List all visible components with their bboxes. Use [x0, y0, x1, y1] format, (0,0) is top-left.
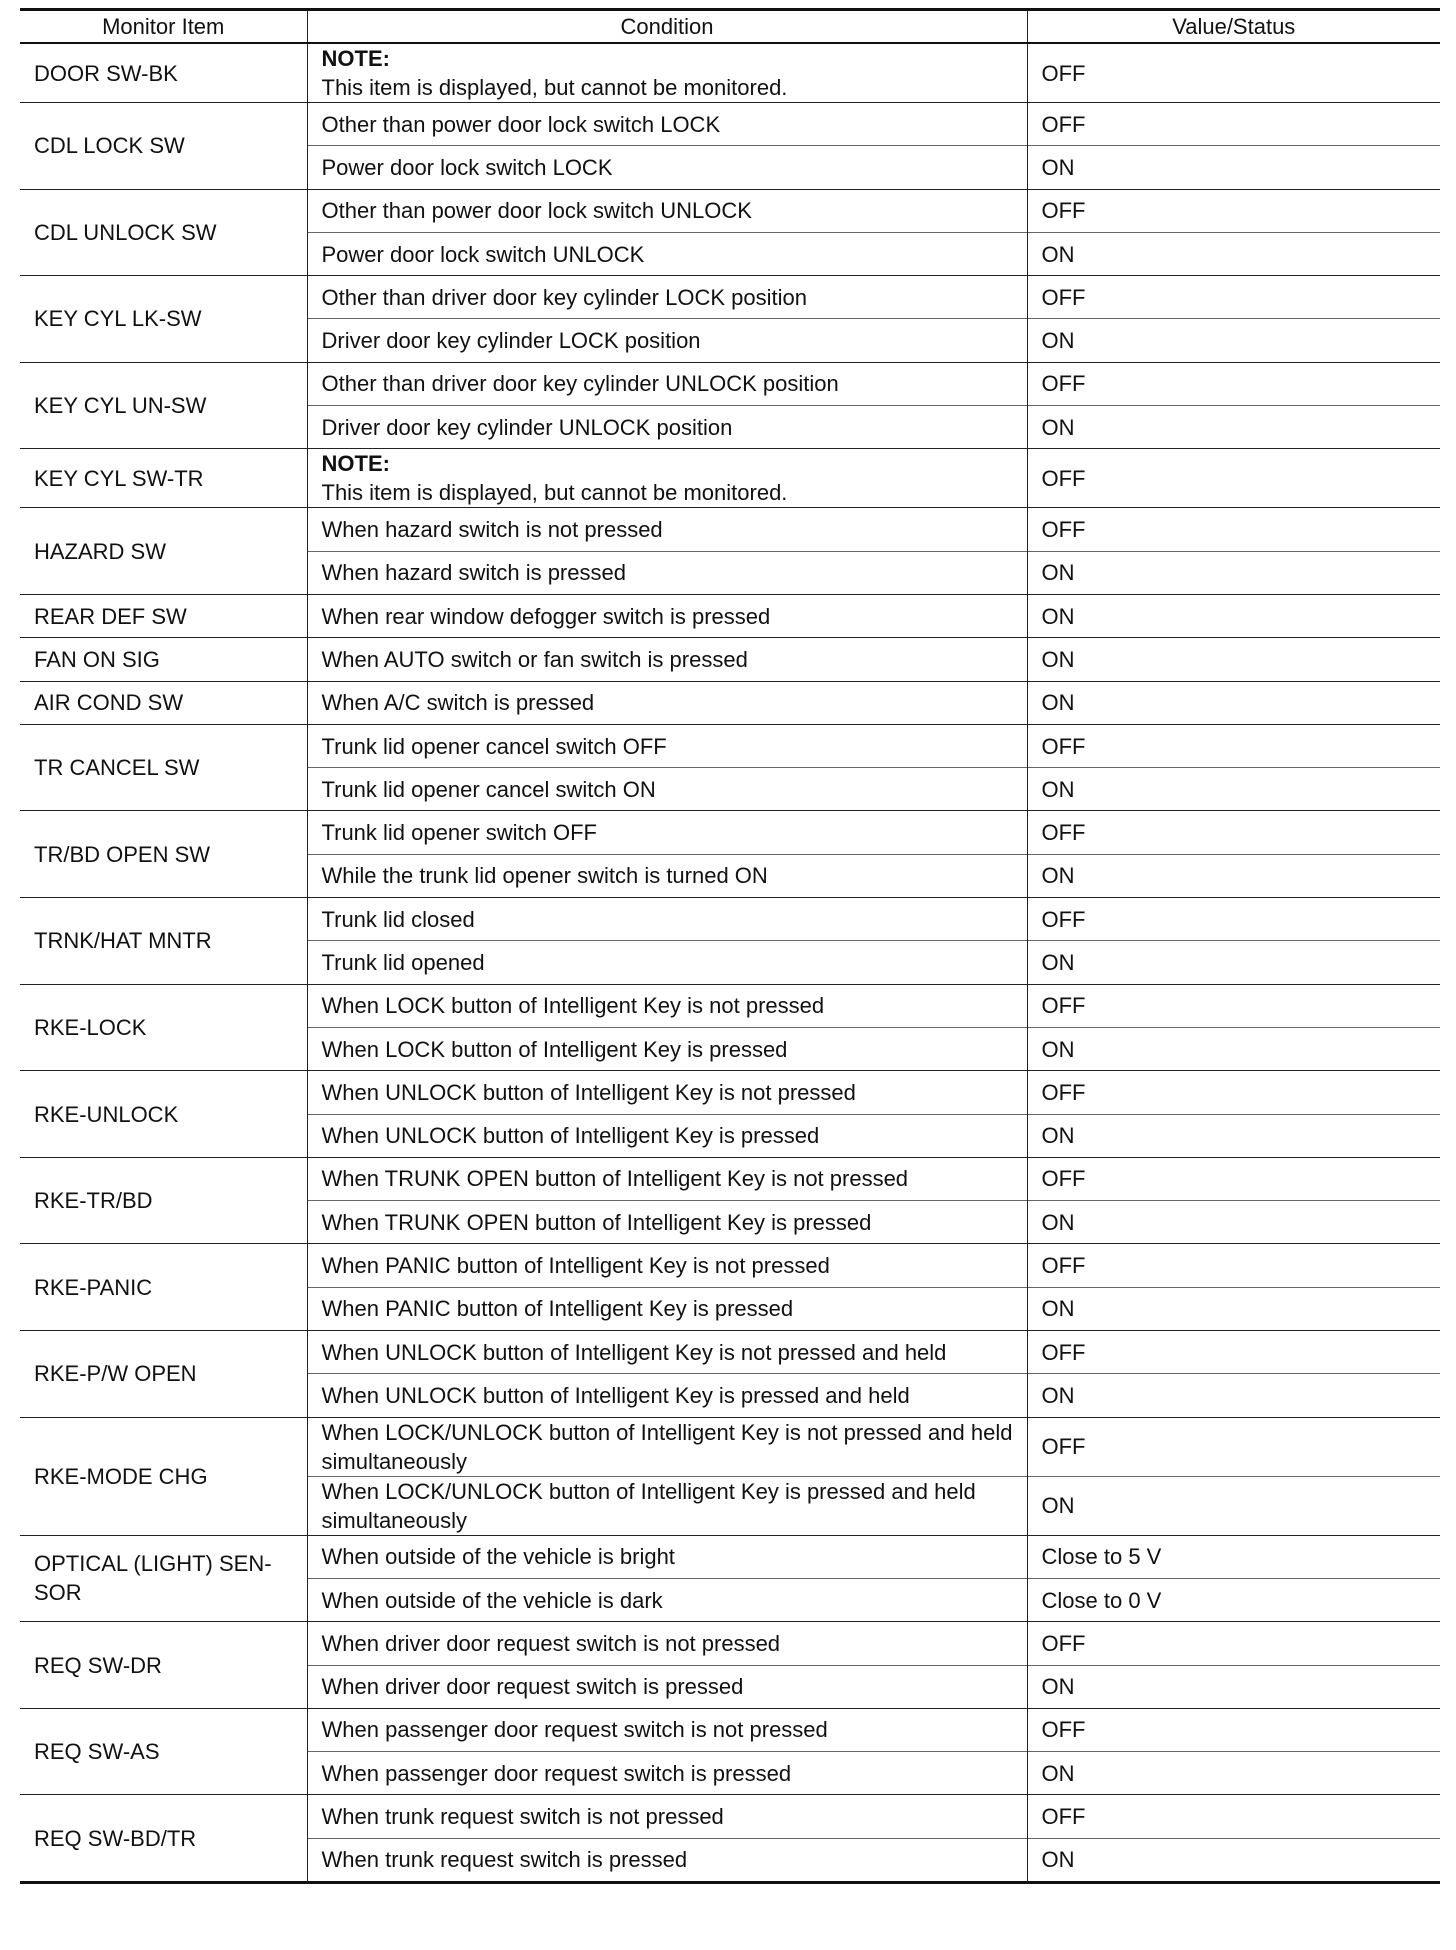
value-status-cell: OFF: [1027, 1622, 1440, 1665]
value-status-cell: OFF: [1027, 811, 1440, 854]
monitor-item-cell: DOOR SW-BK: [20, 43, 307, 103]
monitor-item-cell: RKE-MODE CHG: [20, 1417, 307, 1535]
condition-cell: When passenger door request switch is not pressed: [307, 1708, 1027, 1751]
value-status-cell: ON: [1027, 941, 1440, 984]
value-status-cell: OFF: [1027, 1795, 1440, 1838]
condition-cell: Other than power door lock switch UNLOCK: [307, 189, 1027, 232]
monitor-item-cell: TRNK/HAT MNTR: [20, 898, 307, 985]
condition-cell: When driver door request switch is pressed: [307, 1665, 1027, 1708]
condition-cell: [307, 43, 1027, 103]
condition-cell: Driver door key cylinder UNLOCK position: [307, 406, 1027, 449]
condition-cell: When hazard switch is pressed: [307, 551, 1027, 594]
value-status-cell: OFF: [1027, 1157, 1440, 1200]
value-status-cell: ON: [1027, 146, 1440, 189]
table-row: [20, 1071, 1440, 1114]
monitor-item-cell: HAZARD SW: [20, 508, 307, 595]
value-status-cell: OFF: [1027, 1071, 1440, 1114]
header-condition: Condition: [307, 10, 1027, 44]
monitor-item-cell: KEY CYL UN-SW: [20, 362, 307, 449]
table-row: [20, 189, 1440, 232]
value-status-cell: OFF: [1027, 508, 1440, 551]
page: [20, 8, 1440, 1884]
value-status-cell: ON: [1027, 232, 1440, 275]
condition-cell: When trunk request switch is pressed: [307, 1838, 1027, 1882]
condition-cell: When passenger door request switch is pressed: [307, 1752, 1027, 1795]
monitor-item-cell: REAR DEF SW: [20, 594, 307, 637]
table-row: [20, 1157, 1440, 1200]
value-status-cell: OFF: [1027, 724, 1440, 767]
condition-cell: When driver door request switch is not pressed: [307, 1622, 1027, 1665]
condition-cell: When PANIC button of Intelligent Key is not pressed: [307, 1244, 1027, 1287]
value-status-cell: ON: [1027, 1287, 1440, 1330]
value-status-cell: ON: [1027, 1476, 1440, 1535]
table-row: [20, 1244, 1440, 1287]
monitor-item-cell: TR CANCEL SW: [20, 724, 307, 811]
value-status-cell: ON: [1027, 594, 1440, 637]
monitor-item-cell: RKE-TR/BD: [20, 1157, 307, 1244]
condition-cell: Other than power door lock switch LOCK: [307, 103, 1027, 146]
condition-cell: When A/C switch is pressed: [307, 681, 1027, 724]
value-status-cell: OFF: [1027, 103, 1440, 146]
monitor-item-cell: OPTICAL (LIGHT) SEN-SOR: [20, 1535, 307, 1622]
value-status-cell: ON: [1027, 319, 1440, 362]
table-row: [20, 898, 1440, 941]
monitor-item-table: [20, 8, 1440, 1884]
value-status-cell: OFF: [1027, 189, 1440, 232]
condition-text: This item is displayed, but cannot be monitored.: [321, 480, 788, 506]
table-row: [20, 811, 1440, 854]
value-status-cell: ON: [1027, 1838, 1440, 1882]
condition-cell: When outside of the vehicle is bright: [307, 1535, 1027, 1578]
condition-cell: When UNLOCK button of Intelligent Key is not pressed and held: [307, 1331, 1027, 1374]
table-row: [20, 681, 1440, 724]
table-row: [20, 276, 1440, 319]
condition-cell: Driver door key cylinder LOCK position: [307, 319, 1027, 362]
condition-cell: Other than driver door key cylinder LOCK position: [307, 276, 1027, 319]
condition-cell: When LOCK/UNLOCK button of Intelligent Key is pressed and held simultaneously: [307, 1476, 1027, 1535]
table-row: [20, 594, 1440, 637]
value-status-cell: OFF: [1027, 43, 1440, 103]
table-header-row: [20, 10, 1440, 44]
condition-cell: When hazard switch is not pressed: [307, 508, 1027, 551]
table-row: [20, 1417, 1440, 1476]
table-row: [20, 724, 1440, 767]
table-row: [20, 638, 1440, 681]
monitor-item-cell: KEY CYL SW-TR: [20, 449, 307, 508]
condition-cell: Power door lock switch UNLOCK: [307, 232, 1027, 275]
table-row: [20, 1622, 1440, 1665]
condition-cell: When outside of the vehicle is dark: [307, 1578, 1027, 1621]
monitor-item-cell: REQ SW-BD/TR: [20, 1795, 307, 1883]
condition-cell: Trunk lid closed: [307, 898, 1027, 941]
table-body: [20, 43, 1440, 1882]
monitor-item-cell: AIR COND SW: [20, 681, 307, 724]
value-status-cell: OFF: [1027, 898, 1440, 941]
header-monitor-item: Monitor Item: [20, 10, 307, 44]
value-status-cell: ON: [1027, 1201, 1440, 1244]
table-row: [20, 984, 1440, 1027]
condition-cell: When TRUNK OPEN button of Intelligent Key is not pressed: [307, 1157, 1027, 1200]
value-status-cell: ON: [1027, 551, 1440, 594]
table-row: [20, 1708, 1440, 1751]
table-row: [20, 508, 1440, 551]
condition-cell: When rear window defogger switch is pressed: [307, 594, 1027, 637]
value-status-cell: ON: [1027, 1752, 1440, 1795]
value-status-cell: OFF: [1027, 449, 1440, 508]
condition-cell: Trunk lid opener switch OFF: [307, 811, 1027, 854]
value-status-cell: Close to 0 V: [1027, 1578, 1440, 1621]
value-status-cell: ON: [1027, 768, 1440, 811]
condition-cell: When AUTO switch or fan switch is pressed: [307, 638, 1027, 681]
monitor-item-cell: TR/BD OPEN SW: [20, 811, 307, 898]
condition-cell: [307, 449, 1027, 508]
table-row: [20, 1331, 1440, 1374]
value-status-cell: ON: [1027, 638, 1440, 681]
condition-cell: Trunk lid opener cancel switch ON: [307, 768, 1027, 811]
condition-cell: When UNLOCK button of Intelligent Key is pressed and held: [307, 1374, 1027, 1417]
table-row: [20, 449, 1440, 508]
value-status-cell: OFF: [1027, 1331, 1440, 1374]
table-row: [20, 362, 1440, 405]
table-row: [20, 1535, 1440, 1578]
value-status-cell: ON: [1027, 1114, 1440, 1157]
monitor-item-cell: KEY CYL LK-SW: [20, 276, 307, 363]
condition-cell: Trunk lid opener cancel switch OFF: [307, 724, 1027, 767]
value-status-cell: OFF: [1027, 1244, 1440, 1287]
value-status-cell: ON: [1027, 854, 1440, 897]
value-status-cell: ON: [1027, 1027, 1440, 1070]
monitor-item-cell: REQ SW-AS: [20, 1708, 307, 1795]
condition-cell: Power door lock switch LOCK: [307, 146, 1027, 189]
value-status-cell: OFF: [1027, 1708, 1440, 1751]
monitor-item-cell: RKE-P/W OPEN: [20, 1331, 307, 1418]
table-row: [20, 103, 1440, 146]
condition-cell: When UNLOCK button of Intelligent Key is pressed: [307, 1114, 1027, 1157]
value-status-cell: OFF: [1027, 984, 1440, 1027]
monitor-item-cell: REQ SW-DR: [20, 1622, 307, 1709]
note-label: NOTE:: [321, 46, 390, 71]
monitor-item-cell: FAN ON SIG: [20, 638, 307, 681]
value-status-cell: OFF: [1027, 1417, 1440, 1476]
monitor-item-cell: CDL LOCK SW: [20, 103, 307, 190]
condition-cell: When UNLOCK button of Intelligent Key is not pressed: [307, 1071, 1027, 1114]
value-status-cell: ON: [1027, 1665, 1440, 1708]
condition-text: This item is displayed, but cannot be monitored.: [321, 75, 788, 100]
value-status-cell: ON: [1027, 681, 1440, 724]
condition-cell: Trunk lid opened: [307, 941, 1027, 984]
condition-cell: When LOCK/UNLOCK button of Intelligent Key is not pressed and held simultaneously: [307, 1417, 1027, 1476]
condition-cell: When LOCK button of Intelligent Key is not pressed: [307, 984, 1027, 1027]
monitor-item-cell: RKE-UNLOCK: [20, 1071, 307, 1158]
value-status-cell: Close to 5 V: [1027, 1535, 1440, 1578]
condition-cell: While the trunk lid opener switch is turned ON: [307, 854, 1027, 897]
monitor-item-cell: RKE-LOCK: [20, 984, 307, 1071]
value-status-cell: OFF: [1027, 276, 1440, 319]
table-row: [20, 1795, 1440, 1838]
monitor-item-cell: RKE-PANIC: [20, 1244, 307, 1331]
header-value-status: Value/Status: [1027, 10, 1440, 44]
value-status-cell: ON: [1027, 1374, 1440, 1417]
value-status-cell: OFF: [1027, 362, 1440, 405]
condition-cell: When TRUNK OPEN button of Intelligent Key is pressed: [307, 1201, 1027, 1244]
condition-cell: Other than driver door key cylinder UNLOCK position: [307, 362, 1027, 405]
condition-cell: When PANIC button of Intelligent Key is pressed: [307, 1287, 1027, 1330]
table-row: [20, 43, 1440, 103]
monitor-item-cell: CDL UNLOCK SW: [20, 189, 307, 276]
value-status-cell: ON: [1027, 406, 1440, 449]
condition-cell: When LOCK button of Intelligent Key is pressed: [307, 1027, 1027, 1070]
note-label: NOTE:: [321, 451, 390, 477]
condition-cell: When trunk request switch is not pressed: [307, 1795, 1027, 1838]
